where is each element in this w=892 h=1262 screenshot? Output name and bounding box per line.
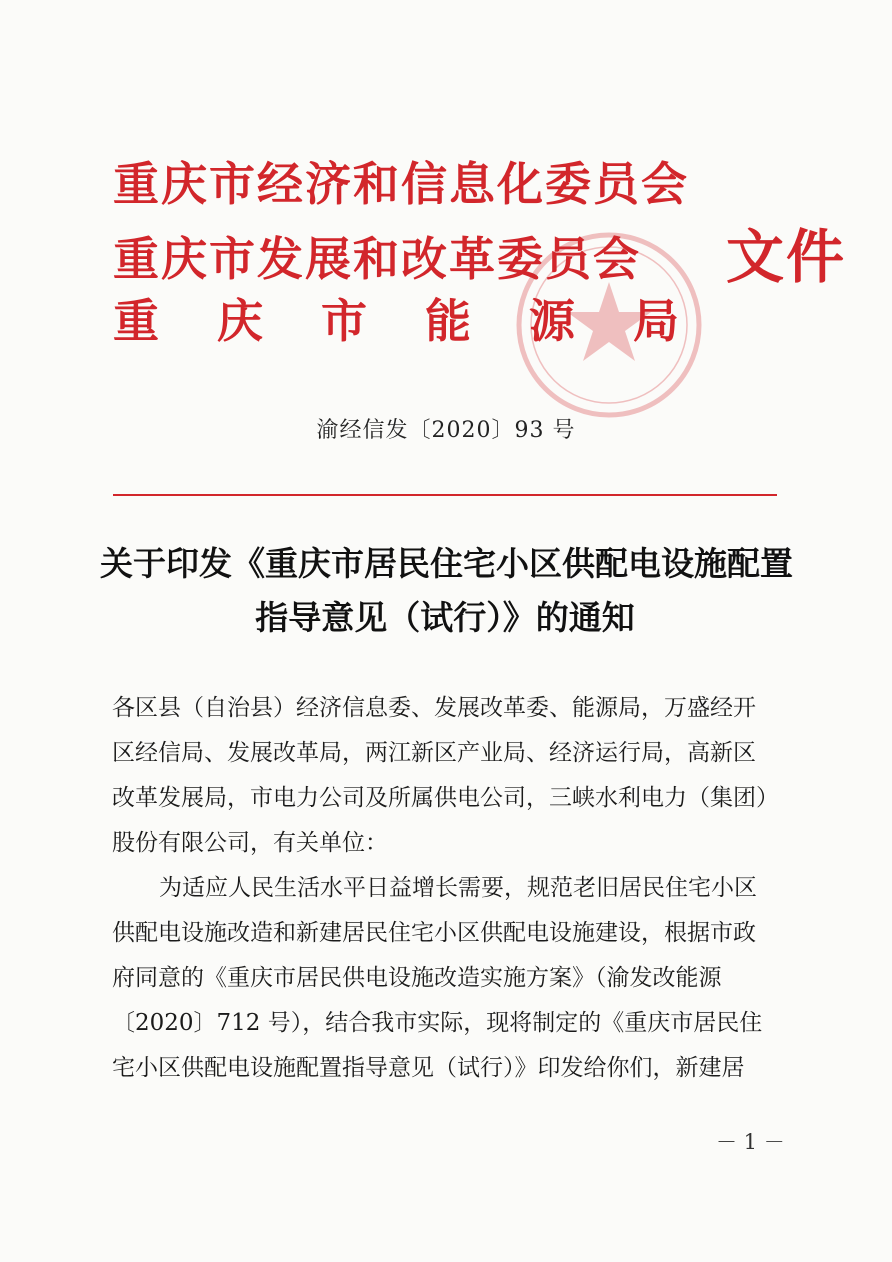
salutation-line: 改革发展局，市电力公司及所属供电公司，三峡水利电力（集团） bbox=[112, 785, 779, 811]
issuer-development-commission: 重庆市发展和改革委员会 bbox=[113, 232, 641, 286]
paragraph-line: 供配电设施改造和新建居民住宅小区供配电设施建设，根据市政 bbox=[112, 920, 756, 946]
salutation-line: 区经信局、发展改革局，两江新区产业局、经济运行局，高新区 bbox=[112, 740, 756, 766]
document-title-line-2: 指导意见（试行）》的通知 bbox=[255, 598, 635, 637]
paragraph-line: 宅小区供配电设施配置指导意见（试行）》印发给你们，新建居 bbox=[112, 1055, 745, 1081]
salutation-line: 股份有限公司，有关单位： bbox=[112, 830, 388, 856]
issuer-economy-commission: 重庆市经济和信息化委员会 bbox=[113, 157, 689, 211]
salutation-block bbox=[112, 686, 782, 866]
body-paragraph bbox=[112, 866, 782, 1091]
paragraph-line: 为适应人民生活水平日益增长需要，规范老旧居民住宅小区 bbox=[159, 875, 757, 901]
document-number: 渝经信发〔2020〕93 号 bbox=[316, 418, 576, 443]
issuer-energy-bureau: 重庆市能源局 bbox=[113, 294, 737, 348]
document-title-line-1: 关于印发《重庆市居民住宅小区供配电设施配置 bbox=[100, 544, 793, 583]
document-type-label: 文件 bbox=[726, 223, 847, 291]
red-divider bbox=[113, 494, 777, 496]
paragraph-line: 府同意的《重庆市居民供电设施改造实施方案》（渝发改能源 bbox=[112, 965, 722, 991]
page-number: － 1 － bbox=[716, 1130, 785, 1154]
salutation-line: 各区县（自治县）经济信息委、发展改革委、能源局，万盛经开 bbox=[112, 695, 756, 721]
paragraph-line: 〔2020〕712 号），结合我市实际，现将制定的《重庆市居民住 bbox=[112, 1010, 763, 1036]
